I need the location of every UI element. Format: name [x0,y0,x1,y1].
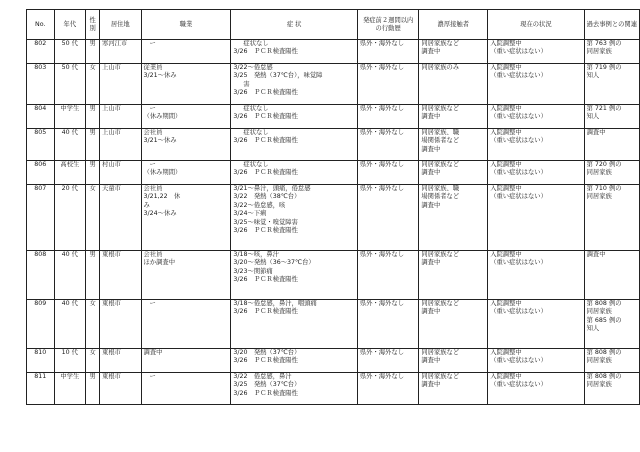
case-contacts-line: 調査中 [421,48,441,56]
case-symptoms-line: 3/26 ＰＣＲ検査陽性 [233,137,298,145]
case-status-line: 入院調整中 [490,349,522,356]
case-occupation-line: 会社員 [143,185,163,192]
case-age: 40 代 [54,251,86,300]
case-contacts [419,251,488,300]
case-occupation [141,349,231,373]
case-relation [584,373,639,405]
case-number: 808 [27,251,55,300]
case-occupation-line: 会社員 [143,251,163,258]
case-symptoms-line: 3/26 ＰＣＲ検査陽性 [233,226,298,234]
case-symptoms-line: 3/26 ＰＣＲ検査陽性 [233,169,298,177]
case-occupation-line: （休み期間） [143,169,182,177]
case-occupation [141,161,231,185]
case-relation-line: 調査中 [586,129,606,136]
case-symptoms [231,373,358,405]
case-symptoms-line: 3/22～倦怠感 [233,64,273,71]
case-symptoms-line: 3/22～倦怠感，咳 [233,201,286,209]
case-relation-line: 同居家族 [586,193,612,201]
case-history: 県外・海外なし [357,185,418,251]
case-occupation-line: ほか調査中 [143,259,175,267]
case-age: 40 代 [54,300,86,349]
header-sex: 性別 [86,10,100,40]
case-relation [584,300,639,349]
case-sex: 男 [86,373,100,405]
case-occupation [141,64,231,105]
case-relation-line: 第 719 例の [586,64,622,71]
case-symptoms [231,40,358,64]
case-residence: 東根市 [100,349,141,373]
case-occupation [141,129,231,161]
case-contacts [419,129,488,161]
case-relation-line: 同居家族 [586,48,612,56]
case-symptoms-line: 3/25 発熱（37℃台） [233,381,301,389]
case-age: 高校生 [54,161,86,185]
case-symptoms-line: 3/18～倦怠感，鼻汁，咽頭痛 [233,300,317,307]
case-contacts [419,349,488,373]
case-symptoms-line: 3/26 ＰＣＲ検査陽性 [233,308,298,316]
case-contacts-line: 調査中 [421,201,441,209]
case-contacts-line: 同居家族など [421,161,460,168]
header-relation: 過去事例との関連 [584,10,639,40]
case-history: 県外・海外なし [357,161,418,185]
case-occupation-line: 従業員 [143,64,163,71]
case-residence: 東根市 [100,300,141,349]
case-status-line: （重い症状はない） [490,48,547,56]
case-table [26,9,640,405]
case-sex: 女 [86,349,100,373]
case-status-line: 入院調整中 [490,373,522,380]
header-contacts: 濃厚接触者 [419,10,488,40]
case-number: 810 [27,349,55,373]
case-history: 県外・海外なし [357,300,418,349]
case-status [488,349,584,373]
case-relation-line: 第 720 例の [586,161,622,168]
case-relation-line: 知人 [586,113,600,121]
case-age: 10 代 [54,349,86,373]
case-status-line: （重い症状はない） [490,137,547,145]
case-contacts-line: 場関係者など [421,193,460,201]
case-contacts-line: 調査中 [421,113,441,121]
case-contacts-line: 調査中 [421,308,441,316]
case-relation-line: 知人 [586,72,600,80]
case-symptoms-line: 3/26 ＰＣＲ検査陽性 [233,48,298,56]
case-contacts-line: 同居家族、職 [421,185,460,192]
case-status-line: （重い症状はない） [490,113,547,121]
case-occupation-line: 3/21～休み [143,137,177,145]
case-status-line: 入院調整中 [490,161,522,168]
case-status-line: 入院調整中 [490,105,522,112]
case-relation [584,251,639,300]
table-row [27,161,640,185]
case-status-line: （重い症状はない） [490,169,547,177]
header-residence: 居住地 [100,10,141,40]
case-contacts-line: 調査中 [421,169,441,177]
table-row [27,129,640,161]
case-symptoms-line: 3/26 ＰＣＲ検査陽性 [233,113,298,121]
case-sex: 男 [86,161,100,185]
case-history: 県外・海外なし [357,40,418,64]
case-symptoms-line: 3/21～鼻汁，頭痛，倦怠感 [233,185,311,192]
case-relation-line: 第 710 例の [586,185,622,192]
case-occupation-line: ー [149,161,156,168]
case-symptoms [231,185,358,251]
case-history: 県外・海外なし [357,129,418,161]
case-number: 805 [27,129,55,161]
case-symptoms-line: 3/20 発熱（37℃台） [233,349,301,356]
case-contacts [419,64,488,105]
case-contacts [419,300,488,349]
case-history: 県外・海外なし [357,349,418,373]
case-status-line: （重い症状はない） [490,72,547,80]
case-status [488,40,584,64]
case-residence: 上山市 [100,64,141,105]
case-sex: 男 [86,251,100,300]
table-row [27,251,640,300]
case-symptoms-line: 3/25～味覚・嗅覚障害 [233,218,298,226]
case-relation-line: 第 808 例の [586,300,622,307]
case-symptoms [231,129,358,161]
table-row [27,105,640,129]
case-occupation [141,251,231,300]
case-residence: 東根市 [100,251,141,300]
case-table-sheet [26,9,640,405]
case-sex: 女 [86,64,100,105]
case-symptoms-line: 症状なし [243,40,269,47]
case-age: 中学生 [54,373,86,405]
header-age: 年代 [54,10,86,40]
case-relation [584,40,639,64]
case-status [488,251,584,300]
case-symptoms [231,161,358,185]
case-residence: 寒河江市 [100,40,141,64]
case-occupation-line: ー [149,105,156,112]
case-status-line: （重い症状はない） [490,381,547,389]
case-history: 県外・海外なし [357,64,418,105]
case-number: 804 [27,105,55,129]
case-relation-line: 第 721 例の [586,105,622,112]
case-symptoms-line: 症状なし [243,129,269,136]
case-status-line: （重い症状はない） [490,193,547,201]
case-status [488,129,584,161]
case-relation-line: 同居家族 [586,381,612,389]
case-contacts-line: 調査中 [421,357,441,365]
case-status-line: （重い症状はない） [490,259,547,267]
case-contacts-line: 調査中 [421,381,441,389]
case-relation-line: 第 685 例の [586,316,622,324]
case-relation-line: 同居家族 [586,357,612,365]
case-history: 県外・海外なし [357,251,418,300]
case-occupation [141,373,231,405]
case-residence: 上山市 [100,105,141,129]
table-row [27,373,640,405]
case-occupation-line: ー [149,300,156,307]
case-relation [584,161,639,185]
case-contacts-line: 同居家族など [421,349,460,356]
case-symptoms-line: 3/25 発熱（37℃台），味覚障 [233,72,323,80]
case-symptoms-line: 3/18～咳，鼻汁 [233,251,280,258]
case-relation-line: 第 808 例の [586,349,622,356]
case-symptoms-line: 症状なし [243,105,269,112]
case-number: 811 [27,373,55,405]
case-symptoms [231,105,358,129]
case-status [488,373,584,405]
case-occupation-line: （休み期間） [143,113,182,121]
case-residence: 村山市 [100,161,141,185]
case-relation-line: 第 808 例の [586,373,622,380]
case-symptoms-line: 3/26 ＰＣＲ検査陽性 [233,276,298,284]
case-occupation-line: 会社員 [143,129,163,136]
case-relation-line: 第 763 例の [586,40,622,47]
case-symptoms [231,300,358,349]
case-number: 806 [27,161,55,185]
case-occupation-line: み [143,201,150,209]
case-occupation-line: ー [149,40,156,47]
table-row [27,349,640,373]
case-contacts [419,185,488,251]
case-status [488,300,584,349]
header-symptoms: 症 状 [231,10,358,40]
header-row [27,10,640,40]
case-occupation-line: 調査中 [143,349,163,356]
case-symptoms-line: 症状なし [243,161,269,168]
case-table-body [27,40,640,405]
case-contacts-line: 同居家族など [421,300,460,307]
case-status [488,105,584,129]
case-symptoms-line: 3/22 倦怠感，鼻汁 [233,373,292,380]
case-symptoms [231,64,358,105]
case-contacts [419,105,488,129]
case-relation-line: 同居家族 [586,308,612,316]
header-occupation: 職業 [141,10,231,40]
case-symptoms-line: 3/20～発熱（36～37℃台） [233,259,315,267]
case-contacts-line: 同居家族など [421,373,460,380]
case-contacts-line: 同居家族など [421,105,460,112]
case-residence: 天童市 [100,185,141,251]
case-sex: 女 [86,185,100,251]
case-number: 807 [27,185,55,251]
case-contacts-line: 同居家族など [421,251,460,258]
case-symptoms-line: 3/22 発熱（38℃台） [233,193,301,201]
case-contacts [419,161,488,185]
case-occupation-line: 3/21,22 休 [143,193,181,201]
case-symptoms-line: 3/26 ＰＣＲ検査陽性 [233,389,298,397]
case-relation-line: 同居家族 [586,169,612,177]
case-residence: 東根市 [100,373,141,405]
case-history: 県外・海外なし [357,105,418,129]
case-contacts [419,40,488,64]
case-occupation-line: 3/21～休み [143,72,177,80]
case-age: 50 代 [54,64,86,105]
case-relation [584,64,639,105]
case-status-line: （重い症状はない） [490,357,547,365]
case-contacts-line: 場関係者など [421,137,460,145]
case-relation [584,349,639,373]
case-age: 中学生 [54,105,86,129]
case-sex: 男 [86,105,100,129]
case-sex: 女 [86,300,100,349]
case-status [488,185,584,251]
case-symptoms [231,349,358,373]
case-occupation [141,105,231,129]
table-row [27,185,640,251]
case-occupation [141,40,231,64]
case-status-line: 入院調整中 [490,40,522,47]
case-age: 20 代 [54,185,86,251]
case-relation [584,185,639,251]
case-symptoms-line: 3/26 ＰＣＲ検査陽性 [233,357,298,365]
case-contacts-line: 同居家族のみ [421,64,460,71]
case-age: 50 代 [54,40,86,64]
case-status [488,161,584,185]
case-status-line: （重い症状はない） [490,308,547,316]
case-occupation [141,185,231,251]
case-occupation-line: 3/24～休み [143,210,177,218]
case-relation-line: 調査中 [586,251,606,258]
case-contacts-line: 同居家族、職 [421,129,460,136]
case-contacts-line: 調査中 [421,259,441,267]
case-sex: 男 [86,40,100,64]
case-status-line: 入院調整中 [490,185,522,192]
case-symptoms-line: 3/26 ＰＣＲ検査陽性 [233,89,298,97]
header-history: 発症前２週間以内の行動歴 [357,10,418,40]
case-relation [584,129,639,161]
case-occupation-line: ー [149,373,156,380]
case-relation-line: 知人 [586,325,600,333]
case-symptoms-line: 3/23～関節痛 [233,267,273,275]
case-status-line: 入院調整中 [490,300,522,307]
case-status-line: 入院調整中 [490,251,522,258]
case-status-line: 入院調整中 [490,64,522,71]
case-age: 40 代 [54,129,86,161]
case-contacts-line: 調査中 [421,145,441,153]
case-status-line: 入院調整中 [490,129,522,136]
table-row [27,40,640,64]
case-sex: 男 [86,129,100,161]
case-symptoms-line: 害 [243,80,250,88]
header-status: 現在の状況 [488,10,584,40]
case-history: 県外・海外なし [357,373,418,405]
case-residence: 上山市 [100,129,141,161]
table-row [27,64,640,105]
case-number: 803 [27,64,55,105]
header-no: No. [27,10,55,40]
case-contacts [419,373,488,405]
case-relation [584,105,639,129]
case-symptoms-line: 3/24～下痢 [233,210,267,218]
case-status [488,64,584,105]
case-number: 802 [27,40,55,64]
case-contacts-line: 同居家族など [421,40,460,47]
table-row [27,300,640,349]
case-number: 809 [27,300,55,349]
case-occupation [141,300,231,349]
case-symptoms [231,251,358,300]
